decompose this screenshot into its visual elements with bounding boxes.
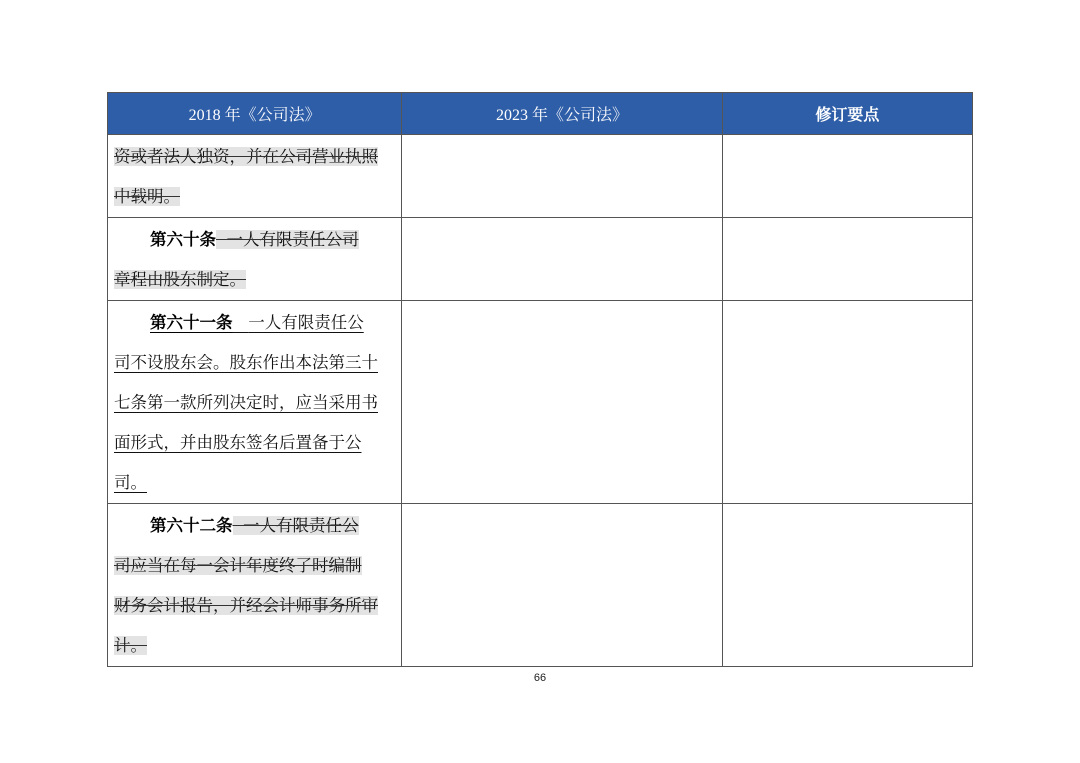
deleted-text: 一人有限责任公	[233, 516, 359, 535]
table-header-row	[108, 93, 973, 135]
deleted-text: 一人有限责任公司	[216, 230, 359, 249]
comparison-table	[107, 92, 973, 667]
deleted-text: 章程由股东制定。	[114, 270, 246, 289]
table-row	[108, 135, 973, 218]
cell-revision-points	[722, 504, 972, 667]
moved-text: 七条第一款所列决定时，应当采用书	[114, 393, 378, 412]
header-revision-points: 修订要点	[722, 93, 972, 135]
cell-revision-points	[722, 301, 972, 504]
moved-text: 司。	[114, 473, 147, 492]
cell-2023-text	[402, 135, 722, 218]
deleted-text: 资或者法人独资，并在公司营业执照	[114, 147, 378, 166]
deleted-text: 司应当在每一会计年度终了时编制	[114, 556, 362, 575]
cell-revision-points	[722, 135, 972, 218]
cell-2018-text	[108, 135, 402, 218]
cell-revision-points	[722, 218, 972, 301]
table-row	[108, 504, 973, 667]
page-number: 66	[533, 672, 547, 684]
cell-2023-text	[402, 301, 722, 504]
header-2018-law: 2018 年《公司法》	[108, 93, 402, 135]
deleted-text: 中载明。	[114, 187, 180, 206]
moved-text: 一人有限责任公	[248, 313, 364, 332]
cell-2023-text	[402, 504, 722, 667]
cell-2018-text	[108, 218, 402, 301]
article-number: 第六十条	[150, 230, 216, 249]
cell-2018-text	[108, 301, 402, 504]
moved-text: 面形式，并由股东签名后置备于公	[114, 433, 362, 452]
article-number: 第六十二条	[150, 516, 233, 535]
cell-2018-text	[108, 504, 402, 667]
moved-text: 司不设股东会。股东作出本法第三十	[114, 353, 378, 372]
article-number: 第六十一条	[150, 313, 233, 332]
deleted-text: 财务会计报告，并经会计师事务所审	[114, 596, 378, 615]
table-row	[108, 218, 973, 301]
header-2023-law: 2023 年《公司法》	[402, 93, 722, 135]
table-row	[108, 301, 973, 504]
deleted-text: 计。	[114, 636, 147, 655]
cell-2023-text	[402, 218, 722, 301]
